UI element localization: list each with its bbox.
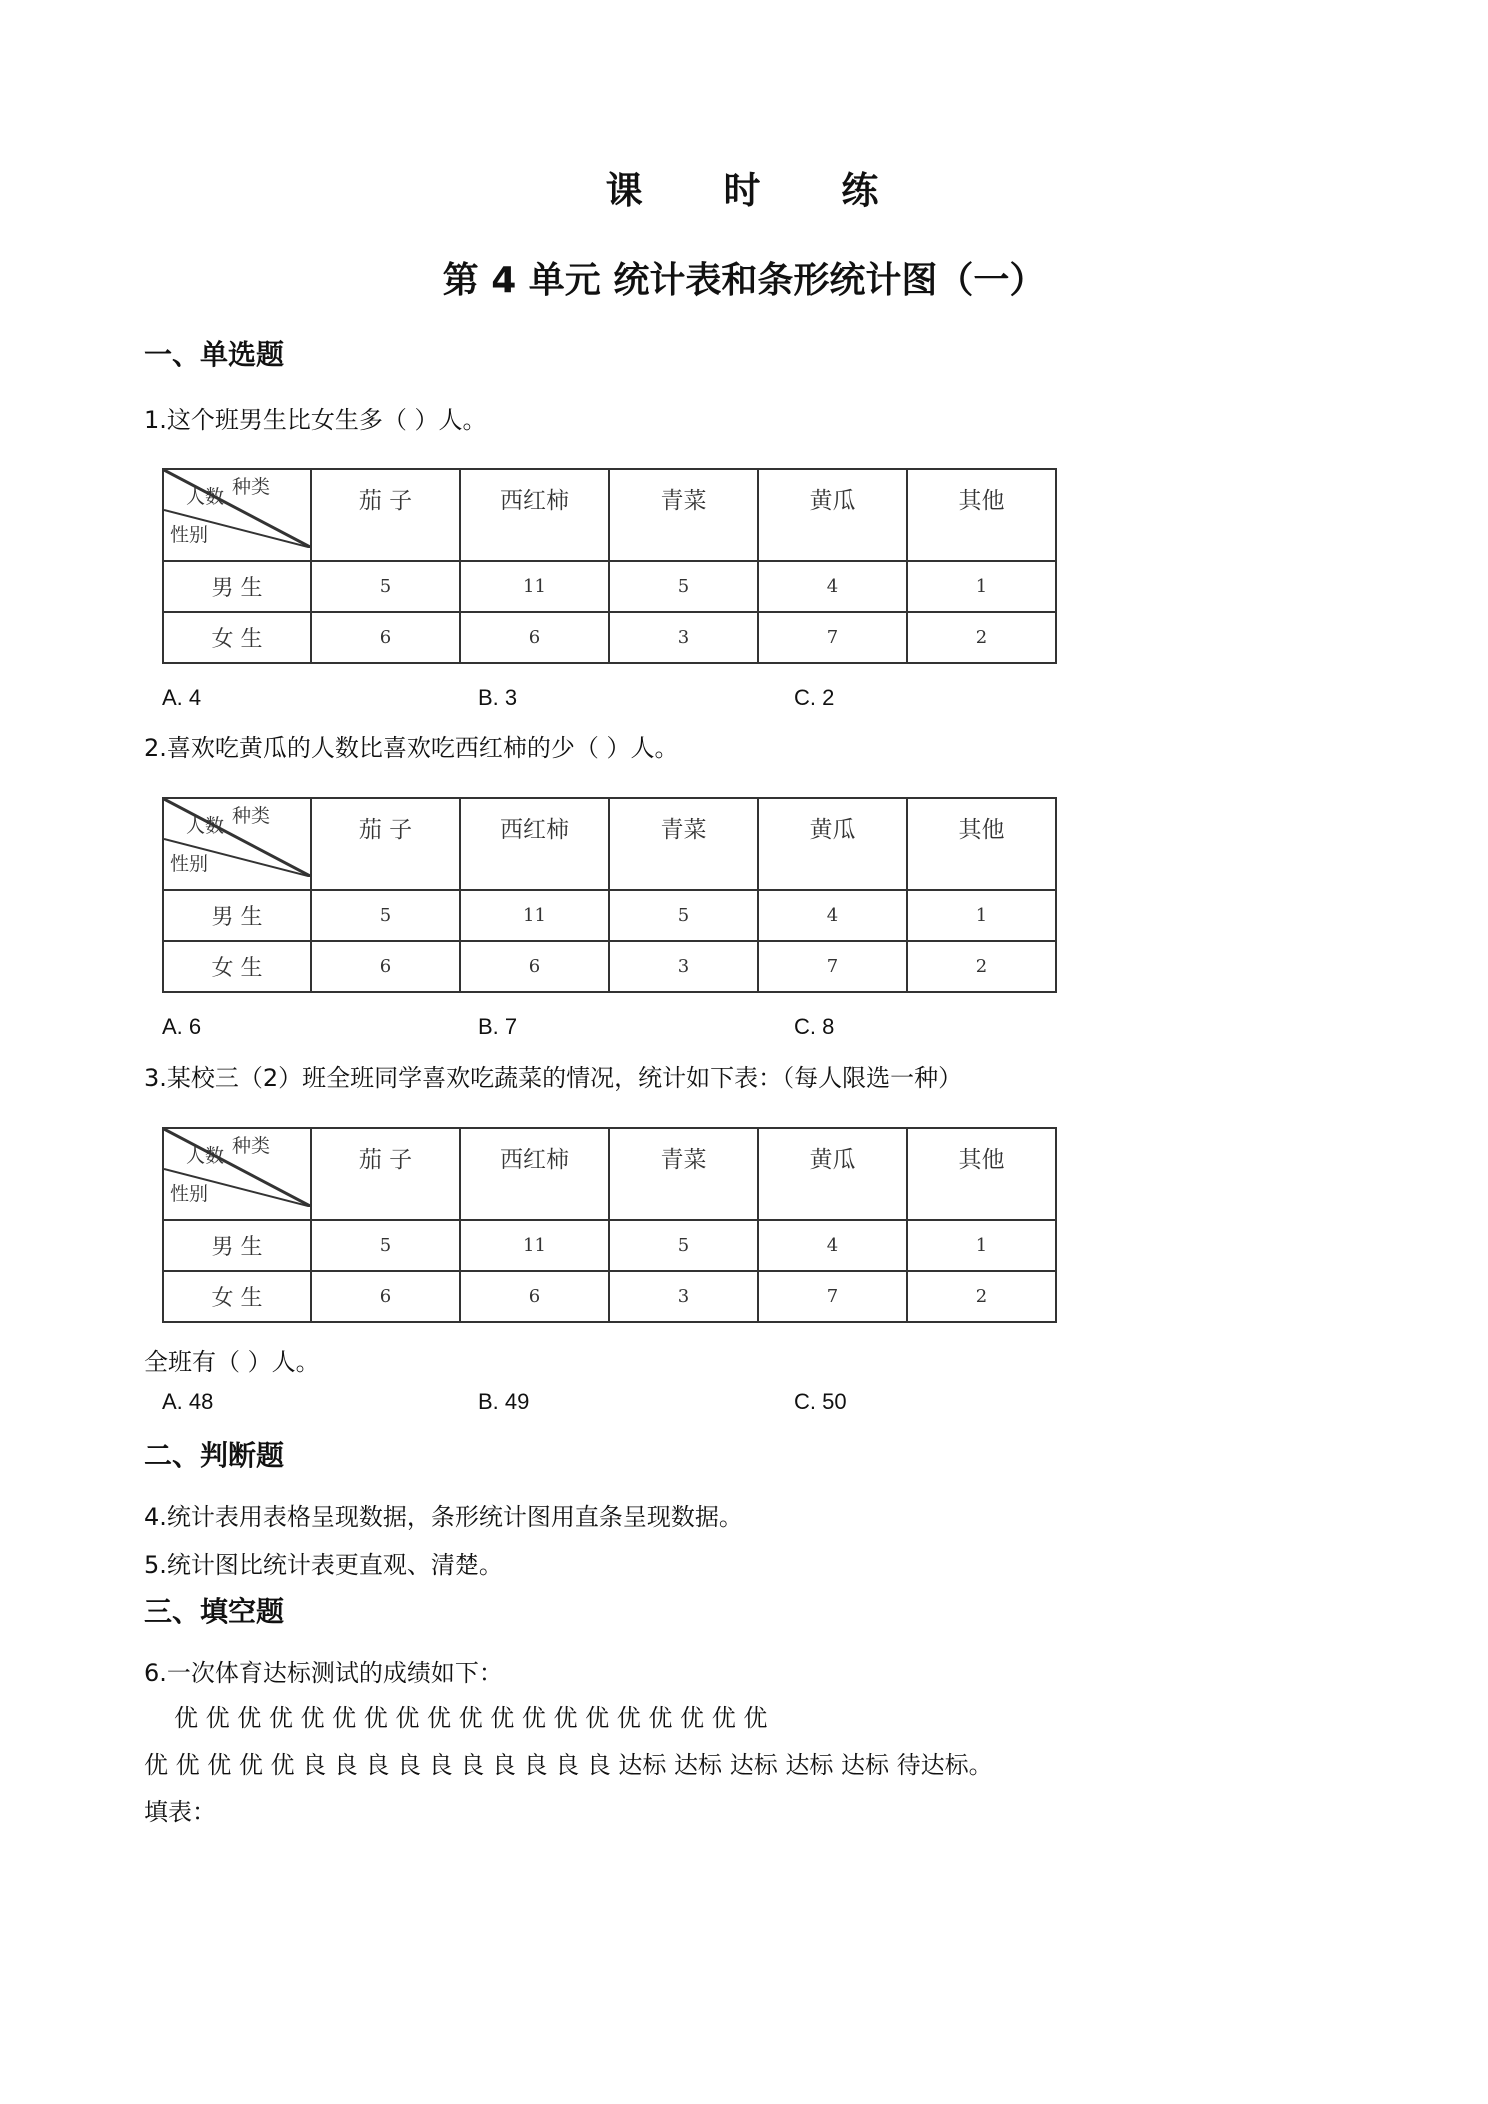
- table-row: [163, 1220, 1056, 1271]
- row-label: 女 生: [163, 1271, 311, 1322]
- column-header: 茄 子: [311, 798, 460, 890]
- corner-label-gender: 性别: [170, 853, 209, 875]
- section-heading-fill-blank: 三、填空题: [144, 1595, 285, 1628]
- corner-label-category: 种类: [232, 805, 271, 827]
- table-cell: 6: [311, 612, 460, 663]
- column-header: 西红柿: [460, 469, 609, 561]
- page-subtitle: 第 4 单元 统计表和条形统计图（一）: [442, 260, 1046, 301]
- table-row: [163, 890, 1056, 941]
- question-2-option-c[interactable]: C. 8: [794, 1014, 835, 1039]
- column-header: 西红柿: [460, 1128, 609, 1220]
- section-heading-single-choice: 一、单选题: [144, 338, 285, 371]
- table-row: [163, 561, 1056, 612]
- question-6-line-1: 优 优 优 优 优 优 优 优 优 优 优 优 优 优 优 优 优 优 优: [174, 1704, 768, 1732]
- column-header: 其他: [907, 1128, 1056, 1220]
- table-row: [163, 612, 1056, 663]
- question-6-line-2: 优 优 优 优 优 良 良 良 良 良 良 良 良 良 良 达标 达标 达标 达标 达标 待达标。: [144, 1751, 993, 1779]
- table-cell: 11: [460, 1220, 609, 1271]
- question-1-option-c[interactable]: C. 2: [794, 685, 835, 710]
- table-cell: 1: [907, 1220, 1056, 1271]
- question-1-table: [162, 468, 1057, 664]
- row-label: 男 生: [163, 890, 311, 941]
- table-cell: 6: [311, 1271, 460, 1322]
- question-2-text: 2.喜欢吃黄瓜的人数比喜欢吃西红柿的少（ ）人。: [144, 734, 679, 762]
- table-cell: 1: [907, 890, 1056, 941]
- table-cell: 3: [609, 612, 758, 663]
- table-cell: 4: [758, 890, 907, 941]
- question-3-table: [162, 1127, 1057, 1323]
- question-3-option-a[interactable]: A. 48: [162, 1389, 214, 1414]
- table-cell: 2: [907, 941, 1056, 992]
- table-cell: 7: [758, 612, 907, 663]
- corner-label-count: 人数: [186, 1145, 225, 1167]
- table-cell: 6: [460, 1271, 609, 1322]
- corner-label-category: 种类: [232, 476, 271, 498]
- row-label: 男 生: [163, 1220, 311, 1271]
- table-cell: 4: [758, 1220, 907, 1271]
- column-header: 青菜: [609, 469, 758, 561]
- corner-label-category: 种类: [232, 1135, 271, 1157]
- table-cell: 11: [460, 561, 609, 612]
- question-1-option-a[interactable]: A. 4: [162, 685, 202, 710]
- table-cell: 3: [609, 1271, 758, 1322]
- row-label: 女 生: [163, 941, 311, 992]
- table-cell: 2: [907, 1271, 1056, 1322]
- question-3-option-c[interactable]: C. 50: [794, 1389, 847, 1414]
- table-corner-cell: [163, 469, 311, 561]
- question-3-text: 3.某校三（2）班全班同学喜欢吃蔬菜的情况，统计如下表：（每人限选一种）: [144, 1064, 963, 1092]
- corner-label-count: 人数: [186, 815, 225, 837]
- corner-label-count: 人数: [186, 486, 225, 508]
- column-header: 黄瓜: [758, 798, 907, 890]
- column-header: 茄 子: [311, 469, 460, 561]
- table-cell: 11: [460, 890, 609, 941]
- page-title: 课 时 练: [605, 169, 913, 212]
- column-header: 茄 子: [311, 1128, 460, 1220]
- row-label: 男 生: [163, 561, 311, 612]
- question-4-text: 4.统计表用表格呈现数据，条形统计图用直条呈现数据。: [144, 1503, 743, 1531]
- table-row: [163, 941, 1056, 992]
- table-cell: 5: [311, 561, 460, 612]
- column-header: 黄瓜: [758, 469, 907, 561]
- row-label: 女 生: [163, 612, 311, 663]
- table-cell: 6: [311, 941, 460, 992]
- corner-label-gender: 性别: [170, 524, 209, 546]
- table-cell: 6: [460, 941, 609, 992]
- table-cell: 5: [311, 890, 460, 941]
- table-cell: 4: [758, 561, 907, 612]
- table-cell: 1: [907, 561, 1056, 612]
- table-cell: 5: [609, 1220, 758, 1271]
- table-cell: 3: [609, 941, 758, 992]
- question-3-after-text: 全班有（ ）人。: [144, 1348, 320, 1376]
- question-3-option-b[interactable]: B. 49: [478, 1389, 530, 1414]
- corner-label-gender: 性别: [170, 1183, 209, 1205]
- table-cell: 7: [758, 941, 907, 992]
- column-header: 青菜: [609, 798, 758, 890]
- column-header: 黄瓜: [758, 1128, 907, 1220]
- column-header: 其他: [907, 798, 1056, 890]
- question-6-text: 6.一次体育达标测试的成绩如下：: [144, 1659, 503, 1687]
- table-cell: 6: [460, 612, 609, 663]
- question-2-table: [162, 797, 1057, 993]
- question-6-line-3: 填表：: [144, 1798, 216, 1826]
- table-cell: 2: [907, 612, 1056, 663]
- question-2-option-b[interactable]: B. 7: [478, 1014, 518, 1039]
- question-2-option-a[interactable]: A. 6: [162, 1014, 202, 1039]
- column-header: 西红柿: [460, 798, 609, 890]
- table-cell: 5: [311, 1220, 460, 1271]
- table-cell: 7: [758, 1271, 907, 1322]
- section-heading-true-false: 二、判断题: [144, 1439, 285, 1472]
- column-header: 其他: [907, 469, 1056, 561]
- table-corner-cell: [163, 1128, 311, 1220]
- column-header: 青菜: [609, 1128, 758, 1220]
- table-cell: 5: [609, 890, 758, 941]
- question-5-text: 5.统计图比统计表更直观、清楚。: [144, 1551, 503, 1579]
- question-1-option-b[interactable]: B. 3: [478, 685, 518, 710]
- table-row: [163, 1271, 1056, 1322]
- table-cell: 5: [609, 561, 758, 612]
- question-1-text: 1.这个班男生比女生多（ ）人。: [144, 406, 487, 434]
- table-corner-cell: [163, 798, 311, 890]
